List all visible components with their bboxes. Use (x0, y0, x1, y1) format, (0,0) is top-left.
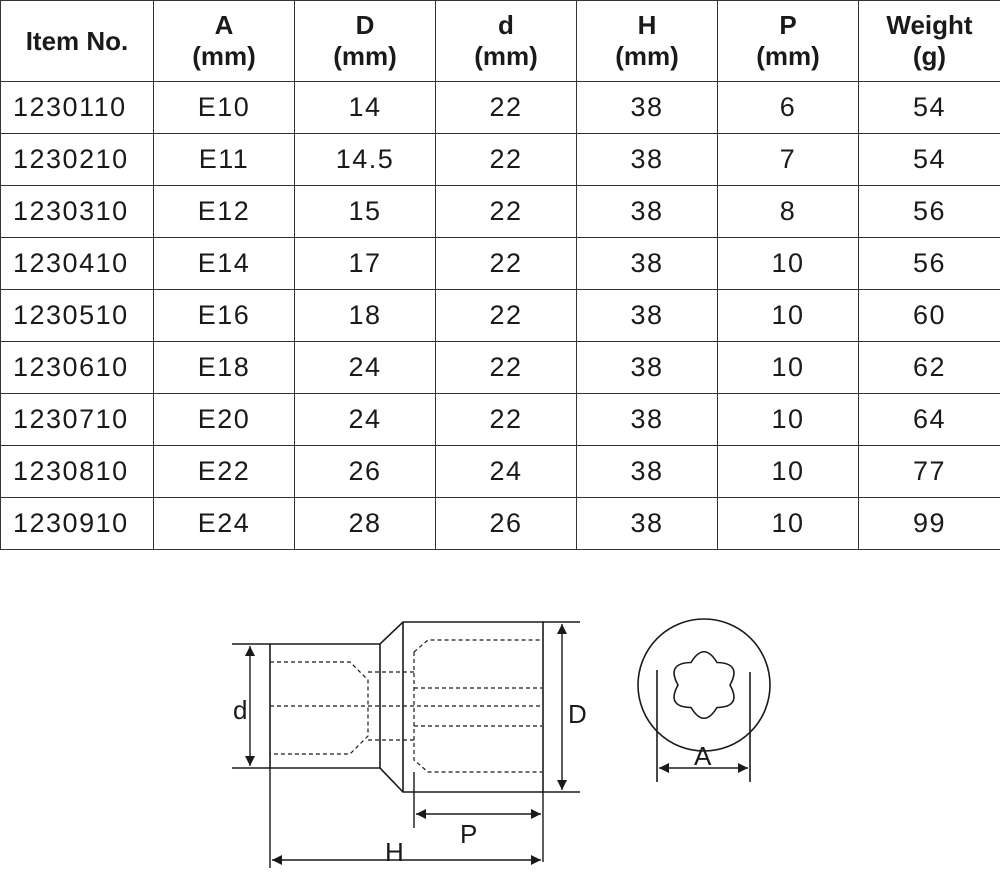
header-weight-unit: (g) (912, 41, 947, 71)
cell-item-no: 1230910 (1, 498, 154, 550)
cell-d-outer: 24 (295, 342, 436, 394)
header-p-unit: (mm) (756, 41, 820, 71)
cell-weight: 54 (859, 82, 1000, 134)
table-row (1, 394, 1000, 446)
cell-h: 38 (577, 186, 718, 238)
cell-d-inner: 26 (436, 498, 577, 550)
cell-p: 10 (718, 290, 859, 342)
header-h-label: H (637, 10, 657, 40)
cell-d-outer: 28 (295, 498, 436, 550)
cell-p: 10 (718, 446, 859, 498)
header-a (154, 1, 295, 82)
cell-item-no: 1230210 (1, 134, 154, 186)
cell-a: E20 (154, 394, 295, 446)
cell-d-inner: 22 (436, 134, 577, 186)
header-p-label: P (779, 10, 797, 40)
cell-p: 6 (718, 82, 859, 134)
dimension-label-h: H (385, 837, 404, 867)
cell-p: 8 (718, 186, 859, 238)
cell-weight: 56 (859, 238, 1000, 290)
cell-weight: 62 (859, 342, 1000, 394)
cell-p: 7 (718, 134, 859, 186)
header-item-no (1, 1, 154, 82)
cell-a: E14 (154, 238, 295, 290)
cell-weight: 77 (859, 446, 1000, 498)
header-item-no-label: Item No. (25, 25, 129, 56)
table-row (1, 446, 1000, 498)
cell-item-no: 1230310 (1, 186, 154, 238)
cell-h: 38 (577, 290, 718, 342)
cell-item-no: 1230510 (1, 290, 154, 342)
cell-a: E16 (154, 290, 295, 342)
header-row (1, 1, 1000, 82)
header-d-inner-label: d (498, 10, 514, 40)
cell-weight: 56 (859, 186, 1000, 238)
torx-star-icon (674, 652, 734, 719)
header-h (577, 1, 718, 82)
socket-side-view (270, 622, 543, 792)
header-a-unit: (mm) (192, 41, 256, 71)
cell-h: 38 (577, 446, 718, 498)
cell-item-no: 1230410 (1, 238, 154, 290)
cell-a: E10 (154, 82, 295, 134)
table-row (1, 82, 1000, 134)
cell-a: E22 (154, 446, 295, 498)
cell-d-inner: 22 (436, 342, 577, 394)
cell-item-no: 1230710 (1, 394, 154, 446)
header-h-unit: (mm) (615, 41, 679, 71)
header-d-outer-label: D (355, 10, 375, 40)
dimension-label-d-outer: D (568, 699, 587, 729)
cell-h: 38 (577, 342, 718, 394)
cell-h: 38 (577, 134, 718, 186)
table-row (1, 342, 1000, 394)
header-weight-label: Weight (886, 10, 973, 40)
header-d-outer-unit: (mm) (333, 41, 397, 71)
cell-d-outer: 24 (295, 394, 436, 446)
cell-a: E11 (154, 134, 295, 186)
cell-d-inner: 24 (436, 446, 577, 498)
cell-item-no: 1230110 (1, 82, 154, 134)
cell-p: 10 (718, 394, 859, 446)
table-row (1, 238, 1000, 290)
header-d-inner-unit: (mm) (474, 41, 538, 71)
cell-p: 10 (718, 342, 859, 394)
cell-d-outer: 15 (295, 186, 436, 238)
table-row (1, 290, 1000, 342)
table-row (1, 186, 1000, 238)
cell-d-outer: 14.5 (295, 134, 436, 186)
cell-weight: 60 (859, 290, 1000, 342)
cell-d-outer: 18 (295, 290, 436, 342)
cell-weight: 99 (859, 498, 1000, 550)
cell-a: E24 (154, 498, 295, 550)
cell-d-outer: 14 (295, 82, 436, 134)
cell-d-inner: 22 (436, 238, 577, 290)
cell-p: 10 (718, 238, 859, 290)
cell-a: E12 (154, 186, 295, 238)
header-d-inner (436, 1, 577, 82)
cell-d-inner: 22 (436, 82, 577, 134)
header-p (718, 1, 859, 82)
table-row (1, 134, 1000, 186)
dimension-label-d-inner: d (233, 695, 248, 725)
cell-a: E18 (154, 342, 295, 394)
dimension-lines (232, 622, 580, 868)
cell-d-inner: 22 (436, 290, 577, 342)
header-a-label: A (214, 10, 234, 40)
cell-item-no: 1230610 (1, 342, 154, 394)
socket-diagram (0, 560, 1000, 872)
cell-weight: 64 (859, 394, 1000, 446)
cell-item-no: 1230810 (1, 446, 154, 498)
cell-p: 10 (718, 498, 859, 550)
header-d-outer (295, 1, 436, 82)
cell-h: 38 (577, 394, 718, 446)
cell-d-outer: 17 (295, 238, 436, 290)
cell-h: 38 (577, 498, 718, 550)
table-row (1, 498, 1000, 550)
dimension-label-p: P (460, 819, 478, 849)
header-weight (859, 1, 1000, 82)
cell-weight: 54 (859, 134, 1000, 186)
cell-d-inner: 22 (436, 394, 577, 446)
cell-d-outer: 26 (295, 446, 436, 498)
dimension-label-a: A (694, 741, 712, 771)
cell-d-inner: 22 (436, 186, 577, 238)
cell-h: 38 (577, 82, 718, 134)
cell-h: 38 (577, 238, 718, 290)
